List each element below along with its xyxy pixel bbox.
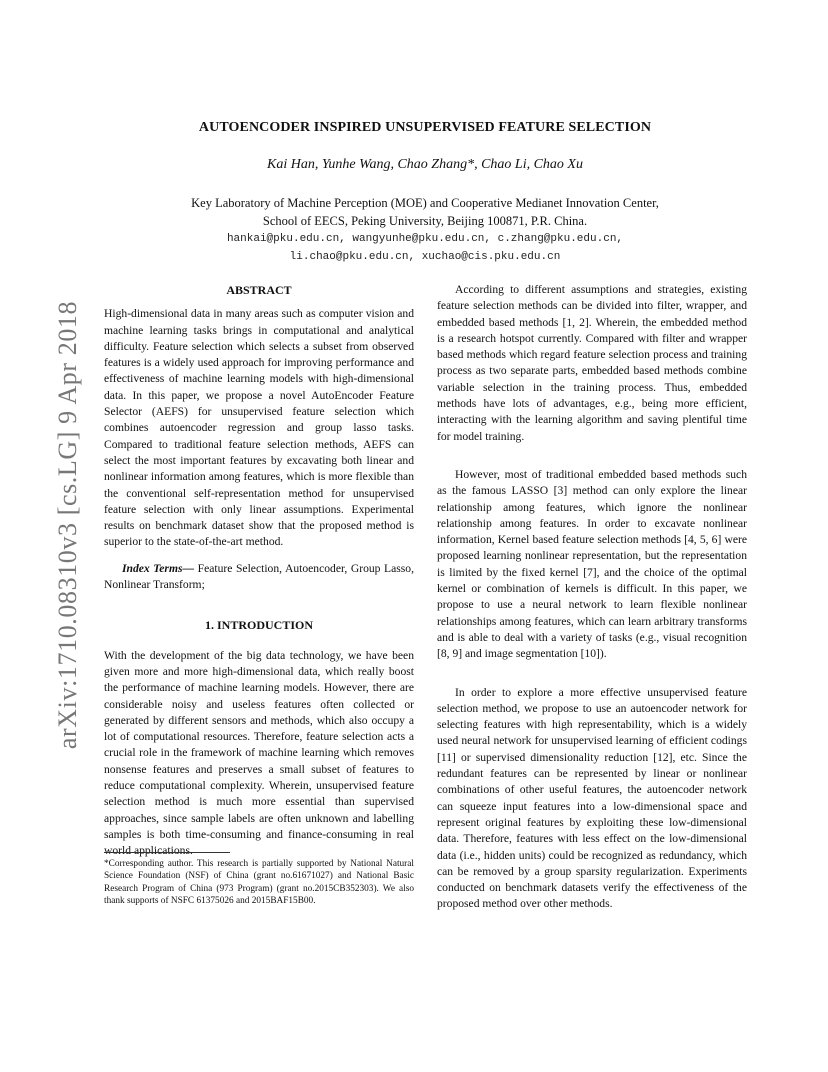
right-column [437, 282, 747, 913]
paper-title: AUTOENCODER INSPIRED UNSUPERVISED FEATURE SELECTION [198, 120, 652, 135]
index-terms [104, 561, 414, 594]
author-list: Kai Han, Yunhe Wang, Chao Zhang*, Chao Li, Chao Xu [267, 157, 583, 172]
footnote [104, 858, 414, 908]
email-line-1: hankai@pku.edu.cn, wangyunhe@pku.edu.cn, c.zhang@pku.edu.cn, [226, 233, 624, 245]
index-terms-text: Feature Selection, Autoencoder, Group Lasso, Nonlinear Transform; [104, 561, 414, 592]
email-line-2: li.chao@pku.edu.cn, xuchao@cis.pku.edu.cn [289, 251, 561, 263]
introduction-heading: 1. INTRODUCTION [204, 618, 313, 633]
abstract-heading: ABSTRACT [226, 283, 292, 297]
intro-paragraph-3: However, most of traditional embedded based methods such as the famous LASSO [3] method can only explore the linear relationship among features, which ignore the nonlinear relationship among features. In order to excavate nonlinear information, Kernel based feature selection methods [4, 5, 6] were proposed learning nonlinear representation, but the representation is limited by the fixed kernel [7], and the choice of the optimal kernel or combination of kernels is difficult. In this paper, we propose to use a neural network to learn flexible nonlinear relationships among features, which can learn arbitrary transforms and is able to deal with a variety of tasks (e.g., visual recognition [8, 9] and image segmentation [10]). [437, 467, 747, 661]
footnote-text: *Corresponding author. This research is partially supported by National Natural Science Foundation (NSF) of China (grant no.61671027) and National Basic Research Program of China (973 Program) (grant no.2015CB352303). We also thank supports of NSFC 61375026 and 2015BAF15B00. [104, 859, 414, 907]
footnote-rule [104, 852, 230, 853]
introduction-paragraph: With the development of the big data technology, we have been given more and more high-dimensional data, which really boost the performance of machine learning models. However, there are considerable noisy and useless features often collected or generated by different sensors and methods, which also occupy a lot of computational resources. Therefore, feature selection acts a crucial role in the framework of machine learning which removes nonsense features and preserves a small subset of features to reduce computational complexity. Wherein, unsupervised feature selection method is much more essential than supervised approaches, since sample labels are often unknown and labelling samples is both time-consuming and finance-consuming in real world applications. [104, 648, 414, 858]
left-column [104, 282, 414, 860]
intro-paragraph-4: In order to explore a more effective unsupervised feature selection method, we propose to use an autoencoder network for selecting features with high representability, which is a widely used neural network for unsupervised learning of efficient codings [11] or supervised dimensionality reduction [12], etc. Since the redundant features can be represented by linear or nonlinear combinations of other useful features, the autoencoder network can squeeze input features into a low-dimensional space and represent original features by exploiting these low-dimensional data. Therefore, features with less effect on the low-dimensional data (i.e., hidden units) could be recognized as redundancy, which can be removed by a group sparsity regularization. Experiments conducted on benchmark datasets verify the effectiveness of the proposed method over other methods. [437, 685, 747, 911]
arxiv-identifier-text: arXiv:1710.08310v3 [cs.LG] 9 Apr 2018 [53, 300, 82, 750]
affiliation-line-2: School of EECS, Peking University, Beijing 100871, P.R. China. [262, 214, 588, 228]
index-terms-label: Index Terms— [122, 561, 195, 575]
arxiv-identifier [38, 290, 98, 760]
affiliation-line-1: Key Laboratory of Machine Perception (MOE) and Cooperative Medianet Innovation Center, [191, 196, 659, 210]
intro-paragraph-2: According to different assumptions and strategies, existing feature selection methods can be divided into filter, wrapper, and embedded based methods [1, 2]. Wherein, the embedded method is a research hotspot currently. Compared with filter and wrapper based methods which regard feature selection process and training process as two separate parts, embedded based methods combine variable selection in the training process. Thus, embedded methods have lots of advantages, e.g., being more efficient, interacting with the learning algorithm and saving plentiful time for model training. [437, 283, 747, 443]
abstract-text: High-dimensional data in many areas such as computer vision and machine learning tasks brings in computational and analytical difficulty. Feature selection which selects a subset from observed features is a widely used approach for improving performance and effectiveness of machine learning models with high-dimensional data. In this paper, we propose a novel AutoEncoder Feature Selector (AEFS) for unsupervised feature selection which combines autoencoder regression and group lasso tasks. Compared to traditional feature selection methods, AEFS can select the most important features by excavating both linear and nonlinear information among features, which is more flexible than the conventional self-representation method for unsupervised feature selection with only linear assumptions. Experimental results on benchmark dataset show that the proposed method is superior to the state-of-the-art method. [104, 307, 414, 549]
